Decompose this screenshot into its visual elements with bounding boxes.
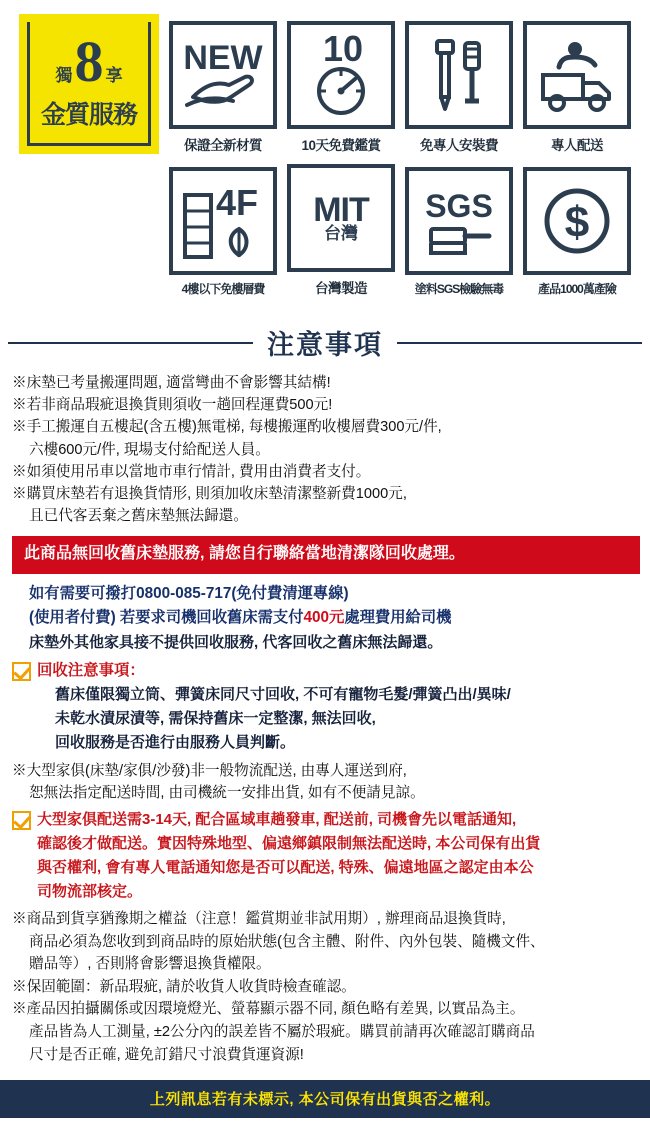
notice-item: 且已代客丟棄之舊床墊無法歸還。 — [29, 508, 248, 525]
recycle-fee-pre: (使用者付費) 若要求司機回收舊床需支付 — [29, 609, 304, 627]
delivery-notice-line: 確認後才做配送。實因特殊地型、偏遠鄉鎮限制無法配送時, 本公司保有出貨 — [37, 834, 541, 852]
badge-floor-fee-caption: 4樓以下免樓層費 — [181, 282, 265, 296]
delivery-notice-line: 大型家俱配送需3-14天, 配合區域車趟發車, 配送前, 司機會先以電話通知, — [37, 810, 517, 828]
svg-text:SGS: SGS — [425, 188, 493, 224]
badge-free-install-caption: 免專人安裝費 — [420, 138, 498, 153]
recycle-fee-line — [12, 606, 640, 631]
recycle-notice-body — [37, 659, 640, 755]
delivery-truck-icon — [529, 27, 625, 123]
large-item-line: 恕無法指定配送時間, 由司機統一安排出貨, 如有不便請見諒。 — [29, 784, 425, 801]
badge-10-day-trial — [282, 21, 400, 154]
gold-badge-top — [55, 29, 123, 94]
svg-text:10: 10 — [322, 28, 364, 69]
badge-sgs-caption: 塗料SGS檢驗無毒 — [414, 282, 504, 296]
notice-item: 尺寸是否正確, 避免訂錯尺寸浪費貨運資源! — [29, 1046, 304, 1063]
mit-mark: MIT — [313, 190, 369, 229]
notice-item: ※產品因拍攝關係或因環境燈光、螢幕顯示器不同, 顏色略有差異, 以實品為主。 — [12, 1001, 525, 1018]
service-badges-section — [0, 0, 650, 301]
badge-row-1 — [14, 14, 636, 154]
delivery-notice-block — [12, 808, 640, 904]
gauge-10-days-icon — [293, 27, 389, 123]
tail-notes — [12, 908, 640, 1066]
badge-made-in-taiwan — [282, 164, 400, 297]
badge-10-day-trial-caption: 10天免費鑑賞 — [301, 138, 381, 153]
mit-taiwan-icon — [313, 190, 369, 244]
badge-new-material-caption: 保證全新材質 — [184, 138, 262, 153]
notice-item: ※商品到貨享猶豫期之權益（注意！鑑賞期並非試用期）, 辦理商品退換貨時, — [12, 910, 506, 927]
svg-text:NEW: NEW — [183, 39, 263, 77]
badge-floor-fee — [164, 167, 282, 297]
footer-banner — [0, 1080, 650, 1118]
notice-content — [0, 372, 650, 1066]
badge-insurance-caption: 產品1000萬產險 — [538, 282, 616, 296]
sgs-brush-icon — [411, 173, 507, 269]
notice-item: 六樓600元/件, 現場支付給配送人員。 — [29, 441, 270, 458]
delivery-notice-line: 司物流部核定。 — [37, 882, 143, 900]
badge-sgs — [400, 167, 518, 297]
recycle-fee-post: 處理費用給司機 — [344, 609, 452, 627]
recycle-notice-block — [12, 659, 640, 755]
recycle-notice-title: 回收注意事項： — [37, 662, 145, 680]
svg-text:$: $ — [564, 198, 590, 247]
badge-new-material-box — [169, 21, 277, 129]
recycle-fee-amount: 400元 — [303, 609, 345, 627]
badge-floor-fee-box — [169, 167, 277, 275]
notice-header — [8, 323, 642, 362]
no-recycle-banner: 此商品無回收舊床墊服務, 請您自行聯絡當地清潔隊回收處理。 — [12, 536, 640, 573]
badge-sgs-box — [405, 167, 513, 275]
gold-badge-left-char: 獨 — [55, 66, 73, 85]
recycle-notice-line: 舊床僅限獨立筒、彈簧床同尺寸回收, 不可有寵物毛髮/彈簧凸出/異味/ — [55, 685, 511, 703]
badge-insurance-box — [523, 167, 631, 275]
notice-item: 產品皆為人工測量, ±2公分內的誤差皆不屬於瑕疵。購買前請再次確認訂購商品 — [29, 1024, 535, 1041]
badge-insurance — [518, 167, 636, 297]
notice-item: ※若非商品瑕疵退換貨則須收一趟回程運費500元! — [12, 397, 333, 414]
notice-item: ※購買床墊若有退換貨情形, 則須加收床墊清潔整新費1000元, — [12, 485, 407, 502]
recycle-notice-line: 回收服務是否進行由服務人員判斷。 — [55, 734, 296, 752]
badge-free-install — [400, 21, 518, 154]
badge-row-2 — [14, 164, 636, 297]
notice-item: ※手工搬運自五樓起(含五樓)無電梯, 每樓搬運酌收樓層費300元/件, — [12, 419, 442, 436]
badge-made-in-taiwan-caption: 台灣製造 — [315, 281, 367, 296]
notice-item: 贈品等）, 否則將會影響退換貨權限。 — [29, 956, 271, 973]
notice-item: ※床墊已考量搬運問題, 適當彎曲不會影響其結構! — [12, 375, 331, 391]
gold-badge-number: 8 — [74, 29, 104, 94]
check-box-icon — [12, 662, 31, 681]
dollar-insurance-icon — [529, 173, 625, 269]
notice-item: 商品必須為您收到到商品時的原始狀態(包含主體、附件、內外包裝、隨機文件、 — [29, 933, 545, 950]
screwdriver-tools-icon — [411, 27, 507, 123]
svg-text:4F: 4F — [215, 182, 259, 223]
other-furniture-note: 床墊外其他家具接不提供回收服務, 代客回收之舊床無法歸還。 — [29, 634, 443, 652]
notice-item: ※如須使用吊車以當地市車行情計, 費用由消費者支付。 — [12, 463, 371, 480]
new-material-icon — [175, 27, 271, 123]
gold-service-badge — [14, 14, 164, 154]
gold-badge-box — [19, 14, 159, 154]
large-item-line: ※大型家俱(床墊/家俱/沙發)非一般物流配送, 由專人運送到府, — [12, 762, 407, 779]
gold-badge-right-char: 享 — [105, 66, 123, 85]
footer-text: 上列訊息若有未標示, 本公司保有出貨與否之權利。 — [149, 1091, 501, 1109]
badge-pro-delivery — [518, 21, 636, 154]
delivery-notice-body — [37, 808, 640, 904]
badge-new-material — [164, 21, 282, 154]
recycle-hotline-line: 如有需要可撥打0800-085-717(免付費清運專線) — [29, 584, 349, 602]
badge-pro-delivery-box — [523, 21, 631, 129]
notice-rule-left — [8, 342, 253, 344]
gold-badge-label: 金質服務 — [40, 101, 137, 129]
mit-sub: 台灣 — [323, 224, 358, 244]
notice-item: ※保固範圍：新品瑕疵, 請於收貨人收貨時檢查確認。 — [12, 978, 356, 995]
badge-pro-delivery-caption: 專人配送 — [551, 138, 603, 153]
delivery-notice-line: 與否權利, 會有專人電話通知您是否可以配送, 特殊、偏遠地區之認定由本公 — [37, 858, 534, 876]
recycle-notice-line: 未乾水漬尿漬等, 需保持舊床一定整潔, 無法回收, — [55, 710, 376, 728]
notice-rule-right — [397, 342, 642, 344]
building-4f-icon — [175, 173, 271, 269]
badge-made-in-taiwan-box — [287, 164, 395, 272]
badge-free-install-box — [405, 21, 513, 129]
check-box-icon — [12, 811, 31, 830]
page-title: 注意事項 — [267, 330, 383, 360]
badge-10-day-trial-box — [287, 21, 395, 129]
